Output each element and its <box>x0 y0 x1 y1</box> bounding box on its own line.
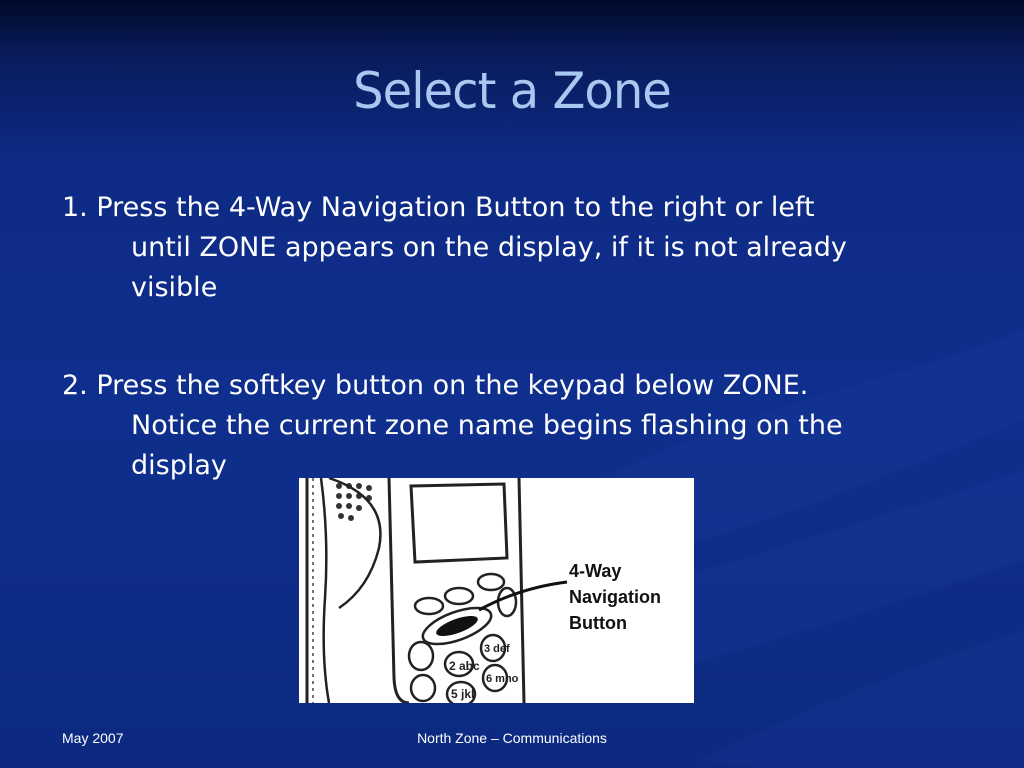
bullet-2-line-2: Notice the current zone name begins flashing on the <box>131 410 843 441</box>
key-6-label: 6 mno <box>486 673 519 685</box>
callout-line-1: 4-Way <box>569 561 622 581</box>
callout-line-2: Navigation <box>569 587 662 607</box>
bullet-1 <box>62 188 962 308</box>
bullet-1-line-3: visible <box>131 272 218 303</box>
bullet-2-line-3: display <box>131 450 227 481</box>
key-3-label: 3 def <box>484 643 510 655</box>
bullet-2-line-1: 2. Press the softkey button on the keypad below ZONE. <box>62 370 809 401</box>
key-5-label: 5 jkl <box>451 687 475 701</box>
radio-illustration <box>299 478 694 703</box>
bullet-1-line-2: until ZONE appears on the display, if it is not already <box>131 232 847 263</box>
key-2-label: 2 abc <box>449 659 480 673</box>
callout-label <box>569 558 661 636</box>
footer-date: May 2007 <box>62 730 124 746</box>
footer-title: North Zone – Communications <box>417 730 607 746</box>
bullet-1-line-1: 1. Press the 4-Way Navigation Button to the right or left <box>62 192 815 223</box>
slide-title: Select a Zone <box>353 62 671 120</box>
callout-line-3: Button <box>569 613 627 633</box>
bullet-2 <box>62 366 962 486</box>
